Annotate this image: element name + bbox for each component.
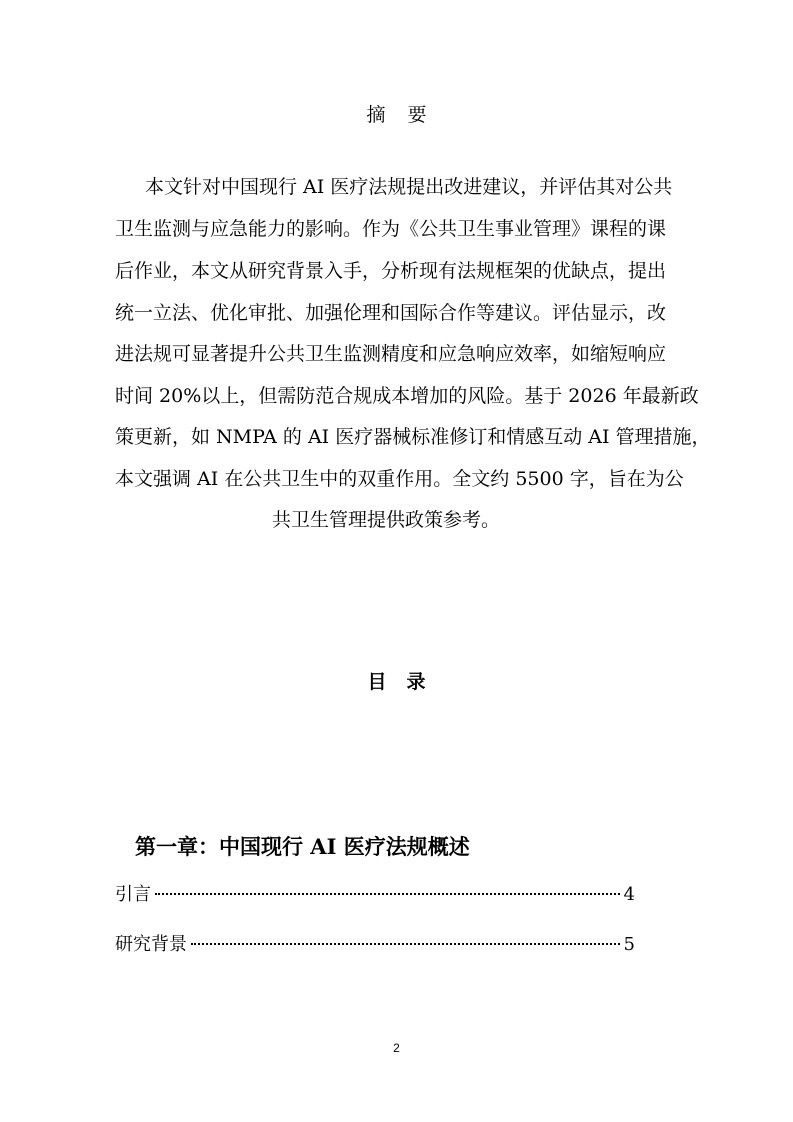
toc-title: 目录 bbox=[367, 671, 446, 693]
abstract-line: 共卫生管理提供政策参考。 bbox=[271, 509, 500, 531]
abstract-line: 本文强调 AI 在公共卫生中的双重作用。全文约 5500 字，旨在为公 bbox=[115, 468, 684, 490]
abstract-line: 统一立法、优化审批、加强伦理和国际合作等建议。评估显示，改 bbox=[115, 302, 667, 324]
toc-dot-leader bbox=[155, 893, 620, 895]
toc-entry-page: 4 bbox=[623, 884, 635, 905]
toc-chapter-heading[interactable]: 第一章：中国现行 AI 医疗法规概述 bbox=[135, 834, 470, 859]
abstract-line: 时间 20%以上，但需防范合规成本增加的风险。基于 2026 年最新政 bbox=[115, 385, 699, 407]
toc-entry-label: 研究背景 bbox=[115, 934, 187, 955]
toc-entry-introduction[interactable] bbox=[115, 882, 635, 908]
page-number: 2 bbox=[393, 1041, 400, 1055]
abstract-line: 卫生监测与应急能力的影响。作为《公共卫生事业管理》课程的课 bbox=[115, 218, 667, 240]
toc-entry-research-background[interactable] bbox=[115, 932, 635, 958]
abstract-title: 摘要 bbox=[366, 104, 449, 126]
abstract-line: 后作业，本文从研究背景入手，分析现有法规框架的优缺点，提出 bbox=[115, 260, 667, 282]
toc-entry-label: 引言 bbox=[115, 884, 151, 905]
abstract-line: 本文针对中国现行 AI 医疗法规提出改进建议，并评估其对公共 bbox=[145, 176, 673, 198]
abstract-line: 进法规可显著提升公共卫生监测精度和应急响应效率，如缩短响应 bbox=[115, 343, 667, 365]
abstract-line: 策更新，如 NMPA 的 AI 医疗器械标准修订和情感互动 AI 管理措施， bbox=[115, 426, 711, 448]
toc-dot-leader bbox=[191, 943, 620, 945]
toc-entry-page: 5 bbox=[623, 934, 635, 955]
